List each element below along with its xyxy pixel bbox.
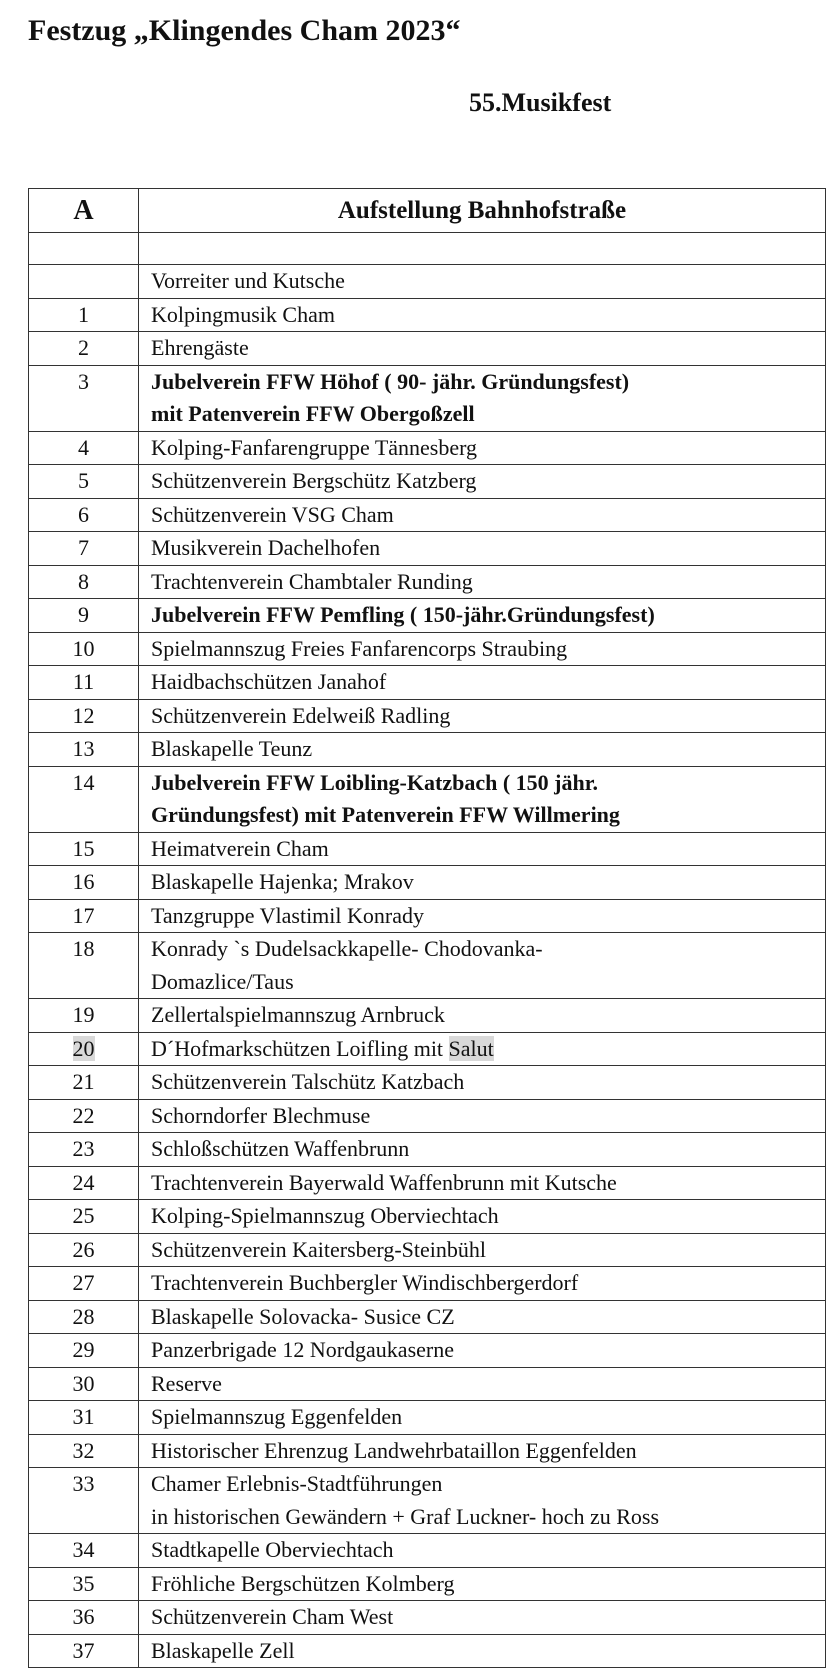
- row-entry-text: Jubelverein FFW Pemfling ( 150-jähr.Gründungsfest): [151, 602, 655, 627]
- table-row: [29, 1601, 826, 1635]
- row-entry-line: [151, 1468, 825, 1501]
- row-entry: [139, 1534, 826, 1568]
- column-header-lineup: Aufstellung Bahnhofstraße: [139, 189, 826, 233]
- row-entry-line: [151, 1267, 825, 1300]
- row-number-text: 20: [72, 1035, 95, 1061]
- row-entry: [139, 1468, 826, 1534]
- row-entry-line: [151, 1334, 825, 1367]
- row-entry: [139, 632, 826, 666]
- row-entry-line: [151, 833, 825, 866]
- row-number: [29, 999, 139, 1033]
- row-entry-text: Trachtenverein Bayerwald Waffenbrunn mit Kutsche: [151, 1169, 617, 1195]
- table-row: [29, 1267, 826, 1301]
- table-row: [29, 1200, 826, 1234]
- row-entry-text: D´Hofmarkschützen Loifling mit: [151, 1035, 449, 1061]
- table-row: [29, 599, 826, 633]
- row-number-text: 22: [72, 1102, 95, 1128]
- row-number: [29, 1032, 139, 1066]
- row-entry-text: Trachtenverein Chambtaler Runding: [151, 568, 473, 594]
- row-entry: [139, 1401, 826, 1435]
- row-number: [29, 1367, 139, 1401]
- row-entry-text: Schützenverein Bergschütz Katzberg: [151, 468, 477, 493]
- row-entry: [139, 431, 826, 465]
- row-number: [29, 265, 139, 299]
- row-entry-text: Stadtkapelle Oberviechtach: [151, 1537, 394, 1562]
- row-number: [29, 733, 139, 767]
- row-number: [29, 565, 139, 599]
- table-row: [29, 866, 826, 900]
- row-entry-text: Reserve: [151, 1370, 222, 1396]
- row-entry-line: [151, 799, 825, 832]
- row-number-text: 12: [72, 702, 95, 728]
- table-row: [29, 832, 826, 866]
- row-entry: [139, 733, 826, 767]
- row-entry: [139, 1233, 826, 1267]
- row-number: [29, 1567, 139, 1601]
- row-entry: [139, 766, 826, 832]
- row-entry-text: Chamer Erlebnis-Stadtführungen: [151, 1471, 443, 1496]
- row-entry-line: [151, 1200, 825, 1233]
- row-number-text: 27: [72, 1270, 95, 1295]
- table-row: [29, 1534, 826, 1568]
- row-entry-line: [151, 999, 825, 1032]
- row-entry-text: Vorreiter und Kutsche: [151, 268, 345, 293]
- row-entry-line: [151, 1368, 825, 1401]
- table-row: [29, 1099, 826, 1133]
- highlighted-word: Salut: [448, 1035, 494, 1061]
- row-number: [29, 1634, 139, 1668]
- row-entry-line: [151, 465, 825, 498]
- row-entry-text: Schützenverein Talschütz Katzbach: [151, 1069, 465, 1094]
- table-row: [29, 1133, 826, 1167]
- table-row: [29, 532, 826, 566]
- table-row: [29, 933, 826, 999]
- row-number: [29, 298, 139, 332]
- row-number-text: 26: [72, 1236, 95, 1262]
- table-row: [29, 431, 826, 465]
- row-number: [29, 1166, 139, 1200]
- row-number-text: 34: [72, 1537, 95, 1562]
- row-entry-text: Spielmannszug Eggenfelden: [151, 1404, 403, 1429]
- row-number-text: 6: [78, 501, 89, 527]
- row-entry: [139, 999, 826, 1033]
- row-number: [29, 532, 139, 566]
- row-entry-line: [151, 767, 825, 800]
- row-number: [29, 332, 139, 366]
- row-entry: [139, 1032, 826, 1066]
- row-number-text: 24: [72, 1169, 95, 1195]
- row-number-text: 16: [72, 869, 95, 894]
- table-row: [29, 265, 826, 299]
- row-number-text: 32: [72, 1437, 95, 1463]
- row-number-text: 11: [72, 669, 95, 694]
- row-number-text: 4: [78, 434, 89, 460]
- row-entry: [139, 699, 826, 733]
- row-number-text: 8: [78, 568, 89, 594]
- table-header-row: [29, 189, 826, 233]
- row-entry-text: Schützenverein Kaitersberg-Steinbühl: [151, 1236, 486, 1262]
- row-entry-line: [151, 299, 825, 332]
- row-entry-line: [151, 733, 825, 766]
- blank-cell: [139, 233, 826, 265]
- table-row: [29, 1233, 826, 1267]
- row-entry-line: [151, 1501, 825, 1534]
- row-entry-text: in historischen Gewändern + Graf Luckner- hoch zu Ross: [151, 1503, 660, 1529]
- row-entry: [139, 1601, 826, 1635]
- row-entry-line: [151, 1066, 825, 1099]
- row-entry: [139, 933, 826, 999]
- row-entry: [139, 1334, 826, 1368]
- row-entry-text: Domazlice/Taus: [151, 968, 294, 994]
- row-entry: [139, 832, 826, 866]
- row-entry: [139, 1133, 826, 1167]
- row-entry-line: [151, 366, 825, 399]
- row-number-text: 17: [72, 902, 95, 928]
- row-entry: [139, 666, 826, 700]
- row-entry-line: [151, 1167, 825, 1200]
- row-entry-line: [151, 966, 825, 999]
- row-entry: [139, 365, 826, 431]
- row-entry: [139, 465, 826, 499]
- table-row: [29, 1300, 826, 1334]
- table-row: [29, 1567, 826, 1601]
- row-entry: [139, 332, 826, 366]
- row-number: [29, 1099, 139, 1133]
- table-row: [29, 1066, 826, 1100]
- row-number-text: 13: [72, 736, 95, 761]
- row-number-text: 10: [72, 635, 95, 661]
- row-entry-line: [151, 398, 825, 431]
- row-number: [29, 666, 139, 700]
- table-row: [29, 1166, 826, 1200]
- row-entry-text: Schorndorfer Blechmuse: [151, 1102, 371, 1128]
- row-number-text: 15: [72, 835, 95, 861]
- row-entry-text: Kolpingmusik Cham: [151, 301, 335, 327]
- row-entry: [139, 1434, 826, 1468]
- row-entry-text: Schützenverein Edelweiß Radling: [151, 702, 451, 728]
- row-entry: [139, 1367, 826, 1401]
- row-number: [29, 899, 139, 933]
- row-number: [29, 1334, 139, 1368]
- table-row: [29, 465, 826, 499]
- row-number: [29, 632, 139, 666]
- row-entry-line: [151, 1234, 825, 1267]
- blank-cell: [29, 233, 139, 265]
- row-number: [29, 498, 139, 532]
- row-entry-line: [151, 499, 825, 532]
- table-row: [29, 1468, 826, 1534]
- row-entry-text: Haidbachschützen Janahof: [151, 669, 387, 694]
- row-number: [29, 832, 139, 866]
- row-number-text: 25: [72, 1203, 95, 1228]
- row-entry-text: Schloßschützen Waffenbrunn: [151, 1136, 410, 1161]
- row-number: [29, 1200, 139, 1234]
- row-entry: [139, 1267, 826, 1301]
- table-row: [29, 699, 826, 733]
- row-number: [29, 1401, 139, 1435]
- row-entry-text: Schützenverein VSG Cham: [151, 501, 394, 527]
- row-entry-line: [151, 1401, 825, 1434]
- row-entry: [139, 498, 826, 532]
- row-number-text: 35: [72, 1570, 95, 1596]
- row-entry-line: [151, 1435, 825, 1468]
- row-number: [29, 699, 139, 733]
- row-number-text: 3: [78, 368, 89, 394]
- row-entry: [139, 1200, 826, 1234]
- table-row: [29, 1434, 826, 1468]
- row-number-text: 28: [72, 1303, 95, 1329]
- row-number-text: 14: [72, 769, 95, 795]
- table-row: [29, 1334, 826, 1368]
- row-entry-line: [151, 332, 825, 365]
- row-entry-text: Ehrengäste: [151, 335, 249, 360]
- row-number: [29, 1133, 139, 1167]
- column-header-number: A: [29, 189, 139, 233]
- row-entry-line: [151, 1100, 825, 1133]
- row-number-text: 1: [78, 301, 89, 327]
- row-entry-text: mit Patenverein FFW Obergoßzell: [151, 401, 475, 426]
- row-number-text: 21: [72, 1069, 95, 1094]
- row-number-text: 5: [78, 468, 89, 493]
- table-row: [29, 1032, 826, 1066]
- row-entry-line: [151, 432, 825, 465]
- row-entry: [139, 1634, 826, 1668]
- row-number: [29, 1300, 139, 1334]
- row-number-text: 9: [78, 602, 89, 627]
- row-number: [29, 1434, 139, 1468]
- row-entry: [139, 599, 826, 633]
- row-entry-line: [151, 700, 825, 733]
- row-number-text: 19: [72, 1002, 95, 1027]
- row-entry-text: Konrady `s Dudelsackkapelle- Chodovanka-: [151, 936, 543, 961]
- table-row: [29, 565, 826, 599]
- row-number-text: 7: [78, 535, 89, 560]
- row-number: [29, 365, 139, 431]
- row-entry: [139, 899, 826, 933]
- row-entry-line: [151, 666, 825, 699]
- row-entry-line: [151, 1534, 825, 1567]
- row-entry-text: Gründungsfest) mit Patenverein FFW Willmering: [151, 802, 620, 827]
- blank-row: [29, 233, 826, 265]
- row-entry-line: [151, 566, 825, 599]
- row-number-text: 31: [72, 1404, 95, 1429]
- row-entry-line: [151, 633, 825, 666]
- row-number: [29, 465, 139, 499]
- row-number: [29, 431, 139, 465]
- table-row: [29, 999, 826, 1033]
- row-number: [29, 1468, 139, 1534]
- row-entry: [139, 1300, 826, 1334]
- page-subtitle: 55.Musikfest: [469, 88, 612, 117]
- row-entry-text: Jubelverein FFW Höhof ( 90- jähr. Gründungsfest): [151, 368, 630, 394]
- row-entry-text: Spielmannszug Freies Fanfarencorps Straubing: [151, 635, 568, 661]
- row-entry-text: Historischer Ehrenzug Landwehrbataillon Eggenfelden: [151, 1437, 637, 1463]
- row-entry-line: [151, 599, 825, 632]
- table-row: [29, 332, 826, 366]
- row-entry-line: [151, 1601, 825, 1634]
- table-row: [29, 298, 826, 332]
- row-number: [29, 1267, 139, 1301]
- row-entry: [139, 1567, 826, 1601]
- row-number-text: 18: [72, 936, 95, 961]
- row-entry: [139, 1099, 826, 1133]
- row-entry: [139, 298, 826, 332]
- row-entry-text: Jubelverein FFW Loibling-Katzbach ( 150 jähr.: [151, 769, 598, 795]
- row-entry-text: Blaskapelle Solovacka- Susice CZ: [151, 1303, 455, 1329]
- row-entry-text: Blaskapelle Teunz: [151, 736, 313, 761]
- row-entry-line: [151, 1133, 825, 1166]
- row-number: [29, 933, 139, 999]
- row-entry-text: Blaskapelle Hajenka; Mrakov: [151, 869, 414, 894]
- row-entry-text: Kolping-Fanfarengruppe Tännesberg: [151, 434, 478, 460]
- row-number: [29, 866, 139, 900]
- row-number-text: 33: [72, 1471, 95, 1496]
- page-title: Festzug „Klingendes Cham 2023“: [28, 14, 461, 47]
- table-row: [29, 1367, 826, 1401]
- row-number: [29, 1233, 139, 1267]
- table-row: [29, 498, 826, 532]
- row-number-text: 36: [72, 1604, 95, 1629]
- table-row: [29, 766, 826, 832]
- row-entry-text: Musikverein Dachelhofen: [151, 535, 381, 560]
- table-row: [29, 365, 826, 431]
- table-row: [29, 733, 826, 767]
- row-entry: [139, 532, 826, 566]
- row-number: [29, 599, 139, 633]
- row-entry-line: [151, 900, 825, 933]
- row-entry-line: [151, 1635, 825, 1668]
- row-entry: [139, 1166, 826, 1200]
- row-entry-text: Zellertalspielmannszug Arnbruck: [151, 1002, 445, 1027]
- row-entry-text: Panzerbrigade 12 Nordgaukaserne: [151, 1337, 454, 1362]
- row-number-text: 23: [72, 1136, 95, 1161]
- row-entry-line: [151, 1568, 825, 1601]
- row-entry-line: [151, 933, 825, 966]
- row-entry-text: Fröhliche Bergschützen Kolmberg: [151, 1570, 455, 1596]
- row-entry-text: Tanzgruppe Vlastimil Konrady: [151, 902, 424, 928]
- row-entry-text: Trachtenverein Buchbergler Windischbergerdorf: [151, 1270, 579, 1295]
- row-number-text: 30: [72, 1370, 95, 1396]
- row-number-text: 37: [72, 1637, 95, 1663]
- row-number-text: 29: [72, 1337, 95, 1362]
- row-entry-line: [151, 1033, 825, 1066]
- row-entry: [139, 265, 826, 299]
- lineup-table: [28, 188, 826, 1668]
- row-entry: [139, 1066, 826, 1100]
- row-number: [29, 1601, 139, 1635]
- table-row: [29, 632, 826, 666]
- row-entry-text: Heimatverein Cham: [151, 835, 329, 861]
- row-entry: [139, 866, 826, 900]
- row-entry-line: [151, 866, 825, 899]
- row-number: [29, 1066, 139, 1100]
- row-entry-line: [151, 265, 825, 298]
- table-row: [29, 1401, 826, 1435]
- table-row: [29, 1634, 826, 1668]
- row-number-text: 2: [78, 335, 89, 360]
- row-entry-text: Blaskapelle Zell: [151, 1637, 295, 1663]
- row-entry-text: Schützenverein Cham West: [151, 1604, 394, 1629]
- row-entry-line: [151, 1301, 825, 1334]
- table-row: [29, 666, 826, 700]
- row-entry-text: Kolping-Spielmannszug Oberviechtach: [151, 1203, 499, 1228]
- row-number: [29, 766, 139, 832]
- table-row: [29, 899, 826, 933]
- row-entry-line: [151, 532, 825, 565]
- row-entry: [139, 565, 826, 599]
- row-number: [29, 1534, 139, 1568]
